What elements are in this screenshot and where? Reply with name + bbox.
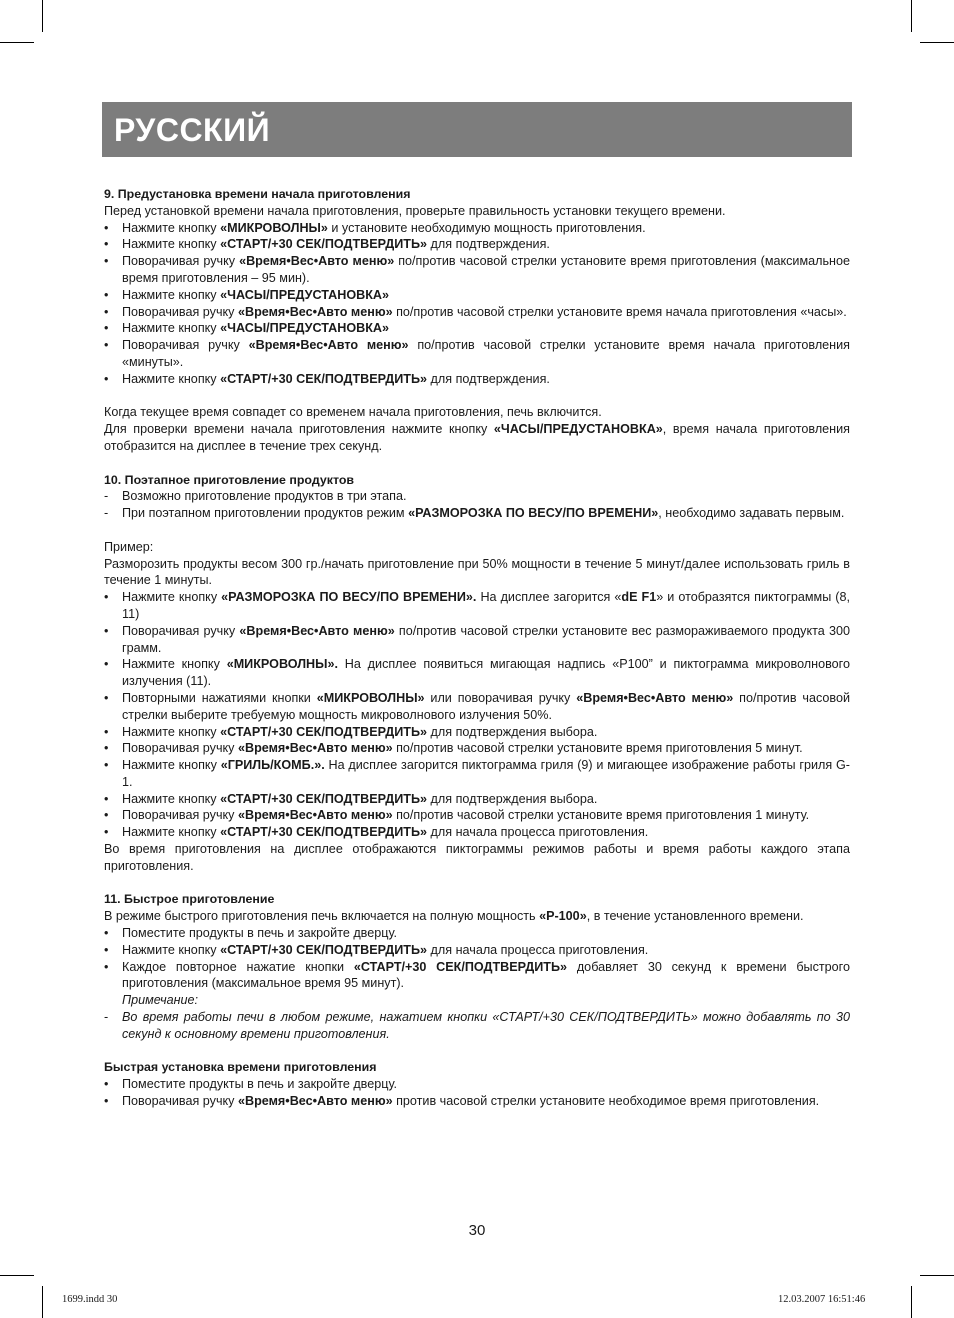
- text-run: Нажмите кнопку: [122, 321, 221, 336]
- paragraph: [104, 203, 850, 220]
- bullet-marker: •: [104, 623, 109, 638]
- text-run: В режиме быстрого приготовления печь включается на полную мощность: [104, 909, 540, 924]
- bullet-marker: •: [104, 1077, 109, 1092]
- list-item: [104, 925, 850, 942]
- list-item: [104, 1009, 850, 1043]
- bullet-marker: •: [104, 321, 109, 336]
- crop-mark: [0, 1275, 34, 1276]
- bullet-marker: •: [104, 926, 109, 941]
- section-spacer: [104, 1043, 850, 1060]
- text-run: по/против часовой стрелки установите время приготовления 1 минуту.: [392, 808, 810, 823]
- bold-text-run: «СТАРТ/+30 СЕК/ПОДТВЕРДИТЬ»: [353, 959, 568, 974]
- list-item: [104, 807, 850, 824]
- text-run: На дисплее загорится пиктограмма гриля (9) и мигающее изображение работы гриля G-1.: [122, 758, 850, 789]
- bullet-marker: •: [104, 724, 109, 739]
- text-run: Поворачивая ручку: [122, 254, 240, 269]
- section-spacer: [104, 875, 850, 892]
- list-item: [104, 1076, 850, 1093]
- bullet-marker: •: [104, 254, 109, 269]
- text-run: Разморозить продукты весом 300 гр./начать приготовление при 50% мощности в течение 5 минут/далее использовать гриль в течение 1 минуты.: [104, 556, 850, 588]
- list-item: [104, 287, 850, 304]
- list-item: [104, 488, 850, 505]
- text-run: Каждое повторное нажатие кнопки: [122, 959, 354, 974]
- list-item: [104, 740, 850, 757]
- list-item: [104, 757, 850, 791]
- text-run: Поворачивая ручку: [122, 1094, 238, 1109]
- list-item: [104, 220, 850, 237]
- bold-text-run: «МИКРОВОЛНЫ».: [226, 657, 338, 672]
- bold-text-run: «СТАРТ/+30 СЕК/ПОДТВЕРДИТЬ»: [220, 791, 428, 806]
- list-item: [104, 959, 850, 993]
- text-run: Пример:: [104, 539, 154, 554]
- section-spacer: [104, 455, 850, 472]
- bold-text-run: «ЧАСЫ/ПРЕДУСТАНОВКА»: [220, 321, 390, 336]
- instruction-content: [104, 186, 850, 1110]
- list-item: [104, 1093, 850, 1110]
- section-heading: 11. Быстрое приготовление: [104, 892, 275, 907]
- text-run: Повторными нажатиями кнопки: [122, 690, 317, 705]
- list-item: [104, 623, 850, 657]
- text-run: Поместите продукты в печь и закройте дверцу.: [122, 926, 397, 941]
- text-run: , необходимо задавать первым.: [658, 506, 845, 521]
- crop-mark: [920, 42, 954, 43]
- text-run: Поворачивая ручку: [122, 741, 238, 756]
- page-number: 30: [468, 1222, 486, 1239]
- dash-marker: -: [104, 489, 109, 504]
- bullet-marker: •: [104, 287, 109, 302]
- bullet-marker: •: [104, 220, 109, 235]
- language-header-bar: [102, 102, 852, 157]
- text-run: Поворачивая ручку: [122, 808, 238, 823]
- bold-text-run: «Время•Вес•Авто меню»: [237, 741, 393, 756]
- text-run: Поворачивая ручку: [122, 304, 238, 319]
- bullet-marker: •: [104, 1094, 109, 1109]
- bold-text-run: «Время•Вес•Авто меню»: [248, 338, 409, 353]
- bullet-marker: •: [104, 690, 109, 705]
- text-run: Нажмите кнопку: [122, 724, 221, 739]
- bullet-marker: •: [104, 741, 109, 756]
- bullet-marker: •: [104, 942, 109, 957]
- bullet-marker: •: [104, 237, 109, 252]
- bold-text-run: «СТАРТ/+30 СЕК/ПОДТВЕРДИТЬ»: [220, 724, 428, 739]
- text-run: по/против часовой стрелки установите время начала приготовления «минуты».: [122, 338, 850, 369]
- crop-mark: [911, 0, 912, 32]
- dash-marker: -: [104, 1010, 109, 1025]
- list-item: [104, 992, 850, 1009]
- text-run: Нажмите кнопку: [122, 220, 221, 235]
- text-run: по/против часовой стрелки установите время приготовления 5 минут.: [392, 741, 803, 756]
- text-run: Нажмите кнопку: [122, 942, 221, 957]
- list-item: [104, 690, 850, 724]
- text-run: или поворачивая ручку: [424, 690, 577, 705]
- bold-text-run: «Время•Вес•Авто меню»: [239, 623, 395, 638]
- text-run: для начала процесса приготовления.: [427, 942, 649, 957]
- crop-mark: [920, 1275, 954, 1276]
- dash-marker: -: [104, 506, 109, 521]
- bold-text-run: «Время•Вес•Авто меню»: [576, 690, 734, 705]
- list-item: [104, 253, 850, 287]
- print-slug-filename: 1699.indd 30: [62, 1294, 118, 1305]
- text-run: Поворачивая ручку: [122, 623, 240, 638]
- bold-text-run: «Время•Вес•Авто меню»: [239, 254, 395, 269]
- bold-text-run: «Время•Вес•Авто меню»: [237, 1094, 393, 1109]
- bold-text-run: «ГРИЛЬ/КОМБ.».: [220, 758, 325, 773]
- text-run: Перед установкой времени начала приготовления, проверьте правильность установки текущего времени.: [104, 203, 726, 218]
- bold-text-run: «РАЗМОРОЗКА ПО ВЕСУ/ПО ВРЕМЕНИ»: [408, 506, 659, 521]
- bullet-marker: •: [104, 791, 109, 806]
- list-item: [104, 724, 850, 741]
- bold-text-run: «СТАРТ/+30 СЕК/ПОДТВЕРДИТЬ»: [220, 371, 428, 386]
- text-run: Примечание:: [122, 993, 199, 1008]
- text-run: и установите необходимую мощность приготовления.: [327, 220, 646, 235]
- list-item: [104, 656, 850, 690]
- text-run: Нажмите кнопку: [122, 590, 222, 605]
- list-item: [104, 236, 850, 253]
- bullet-marker: •: [104, 590, 109, 605]
- crop-mark: [0, 42, 34, 43]
- text-run: по/против часовой стрелки установите время начала приготовления «часы».: [392, 304, 847, 319]
- page-title: РУССКИЙ: [114, 112, 271, 148]
- text-run: На дисплее появиться мигающая надпись «P100” и пиктограмма микроволнового излучения (11).: [122, 657, 850, 689]
- bullet-marker: •: [104, 657, 109, 672]
- list-item: [104, 505, 850, 522]
- section-heading: Быстрая установка времени приготовления: [104, 1060, 377, 1075]
- bold-text-run: «СТАРТ/+30 СЕК/ПОДТВЕРДИТЬ»: [220, 237, 428, 252]
- section-heading: 9. Предустановка времени начала приготовления: [104, 187, 411, 201]
- bold-text-run: «МИКРОВОЛНЫ»: [220, 220, 328, 235]
- crop-mark: [42, 1286, 43, 1318]
- bullet-marker: •: [104, 825, 109, 840]
- text-run: Для проверки времени начала приготовления нажмите кнопку: [104, 422, 494, 437]
- bold-text-run: dE F1: [621, 590, 657, 605]
- text-run: » и отобразятся пиктограммы (8, 11): [122, 590, 850, 621]
- text-run: Возможно приготовление продуктов в три этапа.: [122, 489, 407, 504]
- crop-mark: [911, 1286, 912, 1318]
- text-run: Нажмите кнопку: [122, 825, 221, 840]
- bold-text-run: «Время•Вес•Авто меню»: [237, 304, 393, 319]
- bold-text-run: «Время•Вес•Авто меню»: [237, 808, 393, 823]
- text-run: по/против часовой стрелки выберите требуемую мощность микроволнового излучения 50%.: [122, 690, 850, 722]
- text-run: На дисплее загорится «: [476, 590, 622, 605]
- text-run: для подтверждения.: [427, 237, 550, 252]
- bold-text-run: «ЧАСЫ/ПРЕДУСТАНОВКА»: [493, 422, 663, 437]
- text-run: Во время работы печи в любом режиме, нажатием кнопки «СТАРТ/+30 СЕК/ПОДТВЕРДИТЬ» можно добавлять по 30 секунд к основному времени приготовления.: [122, 1010, 850, 1041]
- text-run: При поэтапном приготовлении продуктов режим: [122, 506, 409, 521]
- text-run: для начала процесса приготовления.: [427, 825, 649, 840]
- list-item: [104, 791, 850, 808]
- text-run: Во время приготовления на дисплее отображаются пиктограммы режимов работы и время работы каждого этапа приготовления.: [104, 842, 850, 873]
- list-item: [104, 337, 850, 371]
- text-run: Когда текущее время совпадет со временем начала приготовления, печь включится.: [104, 405, 602, 420]
- list-item: [104, 589, 850, 623]
- bold-text-run: «СТАРТ/+30 СЕК/ПОДТВЕРДИТЬ»: [220, 825, 428, 840]
- bold-text-run: «P-100»: [539, 909, 587, 924]
- text-run: Нажмите кнопку: [122, 758, 221, 773]
- text-run: по/против часовой стрелки установите вес размораживаемого продукта 300 грамм.: [122, 623, 850, 655]
- bold-text-run: «МИКРОВОЛНЫ»: [316, 690, 425, 705]
- bold-text-run: «СТАРТ/+30 СЕК/ПОДТВЕРДИТЬ»: [220, 942, 428, 957]
- text-run: добавляет 30 секунд к времени быстрого приготовления (максимальное время 95 минут).: [122, 959, 851, 991]
- text-run: Поместите продукты в печь и закройте дверцу.: [122, 1077, 397, 1092]
- paragraph-spacer: [104, 522, 850, 539]
- text-run: , в течение установленного времени.: [586, 909, 804, 924]
- text-run: для подтверждения выбора.: [427, 791, 598, 806]
- paragraph: [104, 841, 850, 875]
- list-item: [104, 320, 850, 337]
- list-item: [104, 304, 850, 321]
- bullet-marker: •: [104, 808, 109, 823]
- text-run: Нажмите кнопку: [122, 237, 221, 252]
- text-run: по/против часовой стрелки установите время приготовления (максимальное время приготовления – 95 мин).: [122, 254, 851, 285]
- bold-text-run: «РАЗМОРОЗКА ПО ВЕСУ/ПО ВРЕМЕНИ».: [221, 590, 477, 605]
- paragraph: [104, 908, 850, 925]
- text-run: для подтверждения.: [427, 371, 550, 386]
- paragraph: [104, 539, 850, 556]
- text-run: Нажмите кнопку: [122, 371, 221, 386]
- paragraph: [104, 404, 850, 421]
- text-run: против часовой стрелки установите необходимое время приготовления.: [392, 1094, 820, 1109]
- crop-mark: [42, 0, 43, 32]
- section-heading: 10. Поэтапное приготовление продуктов: [104, 472, 355, 487]
- list-item: [104, 942, 850, 959]
- list-item: [104, 824, 850, 841]
- bullet-marker: •: [104, 371, 109, 386]
- bullet-marker: •: [104, 758, 109, 773]
- text-run: Нажмите кнопку: [122, 657, 227, 672]
- list-item: [104, 371, 850, 388]
- bullet-marker: •: [104, 338, 109, 353]
- bullet-marker: •: [104, 304, 109, 319]
- bullet-marker: •: [104, 959, 109, 974]
- text-run: Поворачивая ручку: [122, 338, 249, 353]
- print-slug-timestamp: 12.03.2007 16:51:46: [778, 1294, 866, 1305]
- text-run: Нажмите кнопку: [122, 287, 221, 302]
- paragraph: [104, 421, 850, 455]
- bold-text-run: «ЧАСЫ/ПРЕДУСТАНОВКА»: [220, 287, 390, 302]
- text-run: , время начала приготовления отобразится на дисплее в течение трех секунд.: [104, 422, 850, 453]
- text-run: для подтверждения выбора.: [427, 724, 598, 739]
- paragraph: [104, 556, 850, 590]
- paragraph-spacer: [104, 388, 850, 405]
- text-run: Нажмите кнопку: [122, 791, 221, 806]
